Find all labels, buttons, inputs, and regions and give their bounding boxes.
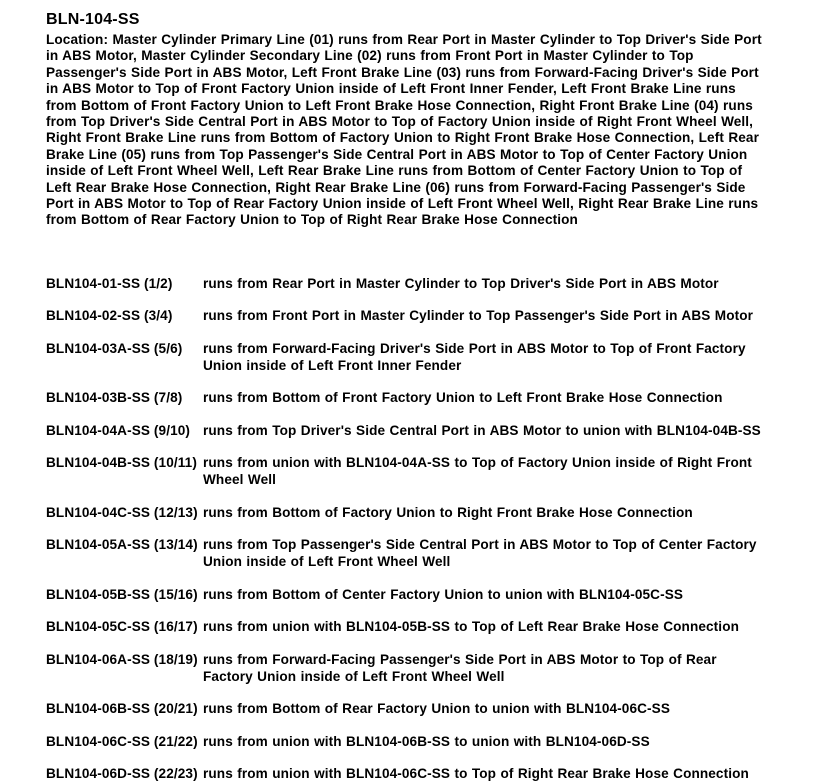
line-row xyxy=(46,765,773,782)
line-row xyxy=(46,586,773,603)
line-id: BLN104-05A-SS (13/14) xyxy=(46,537,198,553)
line-row xyxy=(46,422,773,439)
line-row xyxy=(46,536,773,570)
line-row xyxy=(46,307,773,324)
line-description: runs from union with BLN104-06B-SS to union with BLN104-06D-SS xyxy=(203,733,650,749)
line-description: runs from Forward-Facing Driver's Side Port in ABS Motor to Top of Front Factory Union inside of Left Front Inner Fender xyxy=(203,340,746,373)
line-description: runs from Top Passenger's Side Central Port in ABS Motor to Top of Center Factory Union inside of Left Front Wheel Well xyxy=(203,537,757,570)
line-description: runs from union with BLN104-05B-SS to Top of Left Rear Brake Hose Connection xyxy=(203,619,739,635)
line-row xyxy=(46,618,773,635)
line-id: BLN104-03B-SS (7/8) xyxy=(46,390,183,406)
line-id: BLN104-06C-SS (21/22) xyxy=(46,733,198,749)
line-row xyxy=(46,389,773,406)
line-description: runs from Bottom of Front Factory Union to Left Front Brake Hose Connection xyxy=(203,390,723,406)
line-id: BLN104-03A-SS (5/6) xyxy=(46,340,183,356)
line-description: runs from union with BLN104-04A-SS to Top of Factory Union inside of Right Front Wheel Well xyxy=(203,455,752,488)
line-id: BLN104-02-SS (3/4) xyxy=(46,308,173,324)
line-description: runs from Bottom of Center Factory Union to union with BLN104-05C-SS xyxy=(203,586,684,602)
line-row xyxy=(46,454,773,488)
line-description: runs from Front Port in Master Cylinder to Top Passenger's Side Port in ABS Motor xyxy=(203,308,754,324)
line-id: BLN104-04B-SS (10/11) xyxy=(46,455,197,471)
line-id: BLN104-05C-SS (16/17) xyxy=(46,619,198,635)
line-description: runs from union with BLN104-06C-SS to Top of Right Rear Brake Hose Connection xyxy=(203,766,749,782)
line-row xyxy=(46,733,773,750)
line-description: runs from Bottom of Factory Union to Right Front Brake Hose Connection xyxy=(203,504,693,520)
line-id: BLN104-04A-SS (9/10) xyxy=(46,422,191,438)
line-row xyxy=(46,651,773,685)
line-row xyxy=(46,504,773,521)
line-id: BLN104-06A-SS (18/19) xyxy=(46,651,198,667)
line-id: BLN104-04C-SS (12/13) xyxy=(46,504,198,520)
line-row xyxy=(46,275,773,292)
location-paragraph: Location: Master Cylinder Primary Line (01) runs from Rear Port in Master Cylinder to Top Driver's Side Port in ABS Motor, Master Cylinder Secondary Line (02) runs from Front Port in Master Cylinder to Top Passenger's Side Port in ABS Motor, Left Front Brake Line (03) runs from Forward-Facing Driver's Side Port in ABS Motor to Top of Front Factory Union inside of Left Front Inner Fender, Left Front Brake Line runs from Bottom of Front Factory Union to Left Front Brake Hose Connection, Right Front Brake Line (04) runs from Top Driver's Side Central Port in ABS Motor to Top of Factory Union inside of Right Front Wheel Well, Right Front Brake Line runs from Bottom of Factory Union to Right Front Brake Hose Connection, Left Rear Brake Line (05) runs from Top Passenger's Side Central Port in ABS Motor to Top of Center Factory Union inside of Left Front Wheel Well, Left Rear Brake Line runs from Bottom of Center Factory Union to Top of Left Rear Brake Hose Connection, Right Rear Brake Line (06) runs from Forward-Facing Passenger's Side Port in ABS Motor to Top of Rear Factory Union inside of Left Front Wheel Well, Right Rear Brake Line runs from Bottom of Rear Factory Union to Top of Right Rear Brake Hose Connection xyxy=(46,32,762,228)
line-id: BLN104-06D-SS (22/23) xyxy=(46,766,198,782)
line-id: BLN104-05B-SS (15/16) xyxy=(46,586,198,602)
line-id: BLN104-06B-SS (20/21) xyxy=(46,701,198,717)
line-row xyxy=(46,700,773,717)
line-row xyxy=(46,340,773,374)
line-id: BLN104-01-SS (1/2) xyxy=(46,275,173,291)
line-description: runs from Bottom of Rear Factory Union to union with BLN104-06C-SS xyxy=(203,701,671,717)
line-description: runs from Rear Port in Master Cylinder to Top Driver's Side Port in ABS Motor xyxy=(203,275,719,291)
line-description: runs from Top Driver's Side Central Port in ABS Motor to union with BLN104-04B-SS xyxy=(203,422,761,438)
brake-line-list xyxy=(46,275,773,782)
line-description: runs from Forward-Facing Passenger's Side Port in ABS Motor to Top of Rear Factory Union inside of Left Front Wheel Well xyxy=(203,651,717,684)
page-title: BLN-104-SS xyxy=(46,11,140,28)
